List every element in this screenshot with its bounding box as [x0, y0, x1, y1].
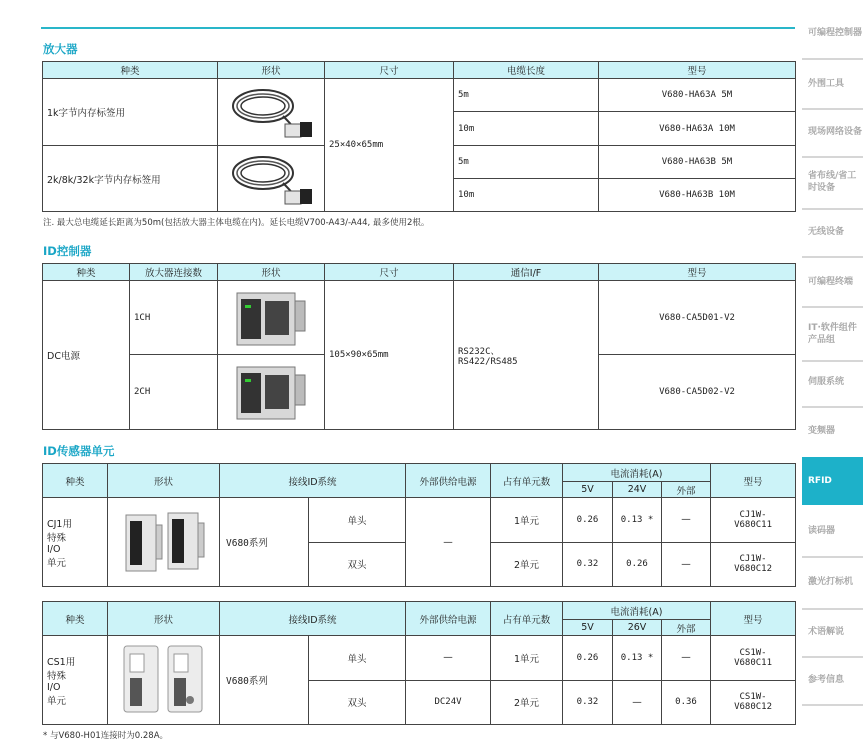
amp-header-size: 尺寸 — [325, 62, 454, 79]
amp-header-type: 种类 — [43, 62, 218, 79]
sensor-ext: — — [662, 636, 711, 681]
sensor-header-model: 型号 — [711, 464, 796, 498]
ctrl-image-1 — [218, 281, 325, 355]
sensor-model: CS1W- V680C12 — [711, 680, 796, 725]
amp-model: V680-HA63B 5M — [599, 146, 796, 179]
sensor-ext: — — [662, 542, 711, 587]
divider — [802, 208, 863, 210]
cs1-unit-image — [116, 640, 212, 720]
ctrl-header-shape: 形状 — [218, 264, 325, 281]
sensor-5v: 0.32 — [563, 542, 613, 587]
sensor-header-power: 外部供给电源 — [406, 464, 491, 498]
sensor-model: CJ1W- V680C12 — [711, 542, 796, 587]
ctrl-ch: 1CH — [130, 281, 218, 355]
sensor-subheader-5v: 5V — [563, 620, 613, 636]
sensor-power: — — [406, 498, 491, 587]
sensor-note: * 与V680-H01连接时为0.28A。 — [43, 731, 169, 741]
sidebar-item-wiring[interactable]: 省布线/省工时设备 — [808, 171, 857, 193]
cj1-unit-image — [116, 507, 212, 577]
divider — [802, 656, 863, 658]
sensor-header-shape: 形状 — [108, 464, 220, 498]
amp-image-1 — [218, 79, 325, 146]
controller-image — [231, 361, 311, 423]
amplifier-cable-image — [223, 82, 319, 142]
amp-table — [42, 61, 796, 212]
sensor-subheader-5v: 5V — [563, 482, 613, 498]
divider — [802, 406, 863, 408]
divider — [802, 156, 863, 158]
amp-header-cable: 电缆长度 — [454, 62, 599, 79]
sensor-header-units: 占有单元数 — [491, 602, 563, 636]
amp-size: 25×40×65mm — [325, 79, 454, 212]
amp-type-2: 2k/8k/32k字节内存标签用 — [43, 146, 218, 212]
sensor-header-system: 接线ID系统 — [220, 464, 406, 498]
sensor-image-cs1 — [108, 636, 220, 725]
sensor-head: 单头 — [308, 636, 405, 681]
sidebar-item-peripheral[interactable]: 外围工具 — [808, 79, 845, 89]
sensor-5v: 0.32 — [563, 680, 613, 725]
sensor-section-title: ID传感器单元 — [43, 444, 115, 458]
sensor-system: V680系列 — [226, 676, 268, 687]
sensor-units: 1单元 — [491, 636, 563, 681]
divider — [802, 108, 863, 110]
ctrl-header-type: 种类 — [43, 264, 130, 281]
sensor-header-units: 占有单元数 — [491, 464, 563, 498]
sensor-26v: 0.13 * — [613, 636, 662, 681]
sensor-header-power: 外部供给电源 — [406, 602, 491, 636]
amp-len: 5m — [454, 146, 599, 179]
ctrl-image-2 — [218, 355, 325, 430]
amp-header-model: 型号 — [599, 62, 796, 79]
sidebar-item-glossary[interactable]: 术语解说 — [808, 627, 845, 637]
sensor-image-cj1 — [108, 498, 220, 587]
sensor-subheader-ext: 外部 — [662, 620, 711, 636]
controller-image — [231, 287, 311, 349]
amp-len: 10m — [454, 112, 599, 146]
sensor-ext: 0.36 — [662, 680, 711, 725]
ctrl-iface-line-1: RS232C、 — [458, 346, 500, 357]
sensor-head: 双头 — [308, 543, 405, 587]
amp-model: V680-HA63A 5M — [599, 79, 796, 112]
sidebar-item-it-software[interactable]: IT·软件组件产品组 — [808, 323, 857, 345]
ctrl-header-model: 型号 — [599, 264, 796, 281]
right-sidebar — [802, 0, 863, 747]
sensor-units: 2单元 — [491, 680, 563, 725]
amp-type-1: 1k字节内存标签用 — [43, 79, 218, 146]
divider — [802, 58, 863, 60]
sidebar-item-wireless[interactable]: 无线设备 — [808, 227, 845, 237]
sensor-5v: 0.26 — [563, 498, 613, 543]
sensor-units: 2单元 — [491, 542, 563, 587]
sensor-model: CS1W- V680C11 — [711, 636, 796, 681]
amp-len: 5m — [454, 79, 599, 112]
sidebar-item-inverter[interactable]: 变频器 — [808, 426, 836, 436]
top-rule — [41, 27, 795, 29]
sensor-power: — — [406, 636, 491, 681]
sensor-24v: 0.26 — [613, 542, 662, 587]
amp-header-shape: 形状 — [218, 62, 325, 79]
sidebar-item-laser-marker[interactable]: 激光打标机 — [808, 577, 854, 587]
sensor-header-type: 种类 — [43, 602, 108, 636]
ctrl-table — [42, 263, 796, 430]
sensor-header-shape: 形状 — [108, 602, 220, 636]
sensor-subheader-24v: 24V — [613, 482, 662, 498]
divider — [802, 556, 863, 558]
divider — [802, 608, 863, 610]
divider — [802, 256, 863, 258]
ctrl-header-iface: 通信I/F — [454, 264, 599, 281]
ctrl-header-size: 尺寸 — [325, 264, 454, 281]
table-row — [43, 636, 796, 681]
table-row — [43, 498, 796, 543]
sensor-type: CJ1用 特殊 I/O 单元 — [43, 498, 108, 587]
sidebar-item-pt[interactable]: 可编程终端 — [808, 277, 854, 287]
sensor-system-cell — [220, 636, 406, 725]
ctrl-model: V680-CA5D01-V2 — [599, 281, 796, 355]
sensor-header-type: 种类 — [43, 464, 108, 498]
table-row — [43, 79, 796, 112]
sensor-type: CS1用 特殊 I/O 单元 — [43, 636, 108, 725]
sidebar-item-reference[interactable]: 参考信息 — [808, 675, 845, 685]
sensor-head: 单头 — [308, 498, 405, 543]
amp-note: 注. 最大总电缆延长距离为50m(包括放大器主体电缆在内)。延长电缆V700-A43/-A44, 最多使用2根。 — [43, 218, 430, 228]
amp-len: 10m — [454, 179, 599, 212]
amp-model: V680-HA63A 10M — [599, 112, 796, 146]
amp-section-title: 放大器 — [43, 42, 78, 56]
ctrl-ch: 2CH — [130, 355, 218, 430]
ctrl-section-title: ID控制器 — [43, 244, 92, 258]
sensor-head: 双头 — [308, 681, 405, 725]
sensor-header-system: 接线ID系统 — [220, 602, 406, 636]
sensor-header-current: 电流消耗(A) — [563, 602, 711, 620]
amplifier-cable-image — [223, 149, 319, 209]
sensor-table-cs1 — [42, 601, 796, 725]
ctrl-header-count: 放大器连接数 — [130, 264, 218, 281]
table-row — [43, 281, 796, 355]
sensor-model: CJ1W- V680C11 — [711, 498, 796, 543]
sensor-power: DC24V — [406, 680, 491, 725]
sensor-26v: — — [613, 680, 662, 725]
ctrl-size: 105×90×65mm — [325, 281, 454, 430]
ctrl-iface — [454, 281, 599, 430]
divider — [802, 306, 863, 308]
sidebar-item-rfid[interactable]: RFID — [802, 457, 863, 505]
amp-image-2 — [218, 146, 325, 212]
sensor-table-cj1 — [42, 463, 796, 587]
sensor-subheader-ext: 外部 — [662, 482, 711, 498]
sensor-header-model: 型号 — [711, 602, 796, 636]
sensor-5v: 0.26 — [563, 636, 613, 681]
ctrl-iface-line-2: RS422/RS485 — [458, 356, 518, 367]
ctrl-model: V680-CA5D02-V2 — [599, 355, 796, 430]
sidebar-item-plc[interactable]: 可编程控制器 — [808, 28, 863, 38]
sensor-ext: — — [662, 498, 711, 543]
ctrl-type: DC电源 — [43, 281, 130, 430]
amp-model: V680-HA63B 10M — [599, 179, 796, 212]
sensor-24v: 0.13 * — [613, 498, 662, 543]
sidebar-item-code-reader[interactable]: 读码器 — [808, 526, 836, 536]
sidebar-item-field-network[interactable]: 现场网络设备 — [808, 127, 863, 137]
divider — [802, 704, 863, 706]
sensor-system-cell — [220, 498, 406, 587]
sidebar-item-servo[interactable]: 伺服系统 — [808, 377, 845, 387]
sensor-subheader-26v: 26V — [613, 620, 662, 636]
sensor-header-current: 电流消耗(A) — [563, 464, 711, 482]
sensor-system: V680系列 — [226, 538, 268, 549]
sensor-units: 1单元 — [491, 498, 563, 543]
